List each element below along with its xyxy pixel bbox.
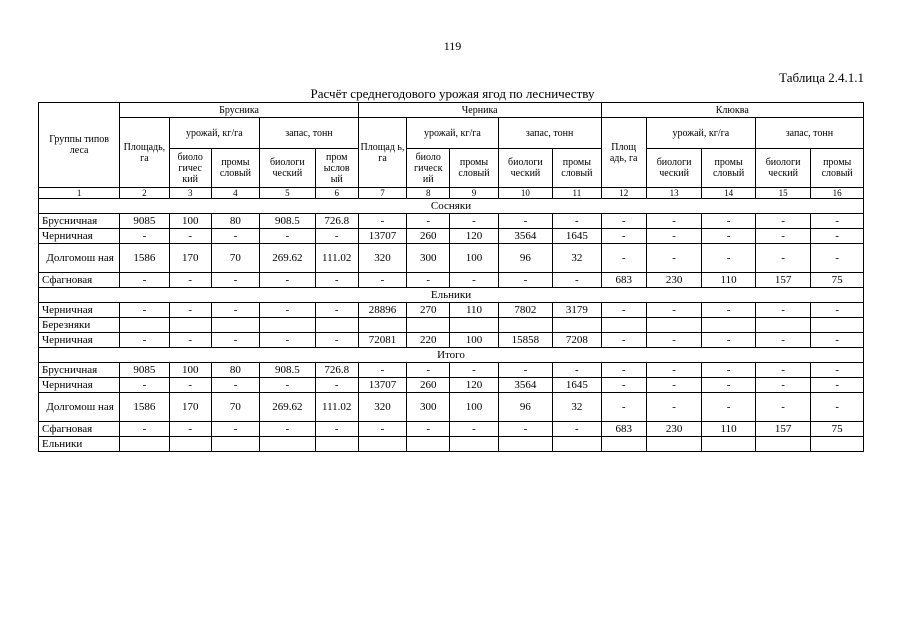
table-cell: - [811,378,864,393]
page-number: 119 [443,39,462,53]
berry-header-brusnika: Брусника [120,103,359,118]
table-cell: 15858 [498,333,553,348]
table-cell: 1586 [120,244,169,273]
table-cell: - [702,229,755,244]
table-cell [211,318,259,333]
column-number: 5 [260,188,316,199]
table-cell: 683 [601,422,646,437]
table-cell: - [407,363,450,378]
table-cell: 28896 [358,303,406,318]
table-cell: - [755,229,811,244]
table-cell: 320 [358,244,406,273]
table-cell: 9085 [120,363,169,378]
table-id: Таблица 2.4.1.1 [779,70,864,85]
column-number: 10 [498,188,553,199]
yield-bio-header: биоло гичес кий [169,149,211,188]
table-cell: - [553,422,601,437]
stock-header: запас, тонн [755,118,863,149]
table-cell: - [211,303,259,318]
table-cell: - [755,393,811,422]
table-cell: - [211,333,259,348]
row-name: Долгомош ная [39,244,120,273]
table-cell: - [498,214,553,229]
table-cell [702,318,755,333]
table-cell: - [120,273,169,288]
table-cell: 13707 [358,378,406,393]
section-row [39,288,864,303]
table-cell: 908.5 [260,363,316,378]
table-cell: - [811,214,864,229]
table-cell: - [601,333,646,348]
table-cell: - [646,244,702,273]
table-cell [169,318,211,333]
table-cell: - [120,378,169,393]
table-cell: - [260,378,316,393]
stock-bio-header: биологи ческий [260,149,316,188]
table-cell: 110 [702,422,755,437]
table-cell: - [646,214,702,229]
table-cell [407,318,450,333]
row-name: Сфагновая [39,422,120,437]
table-cell: 70 [211,393,259,422]
table-cell: 100 [450,393,498,422]
table-cell: 9085 [120,214,169,229]
table-cell: 100 [169,214,211,229]
table-cell: - [646,333,702,348]
table-cell: 80 [211,214,259,229]
table-cell [407,437,450,452]
berry-header-klyukva: Клюква [601,103,863,118]
table-cell: - [358,422,406,437]
table-cell: 75 [811,273,864,288]
table-cell: - [260,303,316,318]
table-row [39,273,864,288]
table-cell: 72081 [358,333,406,348]
table-cell: - [120,333,169,348]
table-cell: 269.62 [260,244,316,273]
table-title: Расчёт среднегодового урожая ягод по лесничеству [310,86,595,101]
column-number: 3 [169,188,211,199]
yield-header: урожай, кг/га [407,118,499,149]
table-cell: 1645 [553,229,601,244]
table-cell: 726.8 [315,214,358,229]
section-title: Сосняки [39,199,864,214]
table-cell: 230 [646,273,702,288]
table-cell: - [601,303,646,318]
row-name: Березняки [39,318,120,333]
table-cell [315,318,358,333]
table-cell: - [702,244,755,273]
table-cell [315,437,358,452]
table-cell: - [498,273,553,288]
yield-header: урожай, кг/га [169,118,259,149]
table-cell: - [646,229,702,244]
table-cell: 120 [450,229,498,244]
table-cell: - [315,229,358,244]
table-cell: 96 [498,393,553,422]
table-cell: - [811,333,864,348]
table-cell [450,437,498,452]
table-cell: 170 [169,244,211,273]
table-cell: - [702,393,755,422]
yield-bio-header: биоло гическ ий [407,149,450,188]
table-row [39,303,864,318]
table-row [39,363,864,378]
column-number: 12 [601,188,646,199]
table-cell: 270 [407,303,450,318]
table-row [39,378,864,393]
table-cell: - [755,244,811,273]
table-cell: - [169,378,211,393]
column-number: 15 [755,188,811,199]
table-row [39,214,864,229]
table-body [39,199,864,452]
table-cell: 111.02 [315,244,358,273]
table-cell [811,437,864,452]
section-title: Ельники [39,288,864,303]
table-cell: 100 [169,363,211,378]
table-cell: 220 [407,333,450,348]
table-cell: - [811,303,864,318]
section-row [39,199,864,214]
yield-com-header: промы словый [450,149,498,188]
table-cell: - [120,422,169,437]
table-cell [811,318,864,333]
table-cell: - [407,214,450,229]
table-cell: 75 [811,422,864,437]
table-cell: - [601,378,646,393]
table-cell: - [755,378,811,393]
table-cell: - [646,303,702,318]
table-cell: 110 [702,273,755,288]
row-name: Черничная [39,378,120,393]
row-name: Черничная [39,333,120,348]
table-row [39,437,864,452]
table-cell [498,318,553,333]
table-cell [260,318,316,333]
table-cell: 100 [450,244,498,273]
column-number: 14 [702,188,755,199]
table-cell: - [702,303,755,318]
table-cell: - [315,378,358,393]
table-cell [358,318,406,333]
section-title: Итого [39,348,864,363]
table-cell: 3179 [553,303,601,318]
table-cell: - [450,273,498,288]
table-cell: - [702,333,755,348]
table-cell: 300 [407,244,450,273]
table-cell: - [755,303,811,318]
table-cell: - [601,363,646,378]
column-number: 16 [811,188,864,199]
table-cell [120,318,169,333]
row-name: Долгомош ная [39,393,120,422]
table-cell: 1645 [553,378,601,393]
column-number-row [39,188,864,199]
table-cell: - [702,214,755,229]
table-cell [120,437,169,452]
column-number: 1 [39,188,120,199]
table-cell: - [260,333,316,348]
table-row [39,393,864,422]
berry-yield-table [38,102,864,452]
table-cell [646,318,702,333]
yield-header: урожай, кг/га [646,118,755,149]
group-header: Группы типов леса [39,103,120,188]
table-cell [601,437,646,452]
table-cell: 300 [407,393,450,422]
table-cell: 260 [407,378,450,393]
table-cell: - [260,422,316,437]
table-cell: - [498,422,553,437]
table-cell [169,437,211,452]
table-cell: - [315,422,358,437]
table-cell: - [755,333,811,348]
table-cell: 32 [553,244,601,273]
stock-bio-header: биологи ческий [755,149,811,188]
table-cell [498,437,553,452]
table-cell: - [450,422,498,437]
area-header: Площ адь, га [601,118,646,188]
column-number: 8 [407,188,450,199]
stock-bio-header: биологи ческий [498,149,553,188]
table-cell [601,318,646,333]
table-cell: - [646,378,702,393]
table-cell: - [260,229,316,244]
table-cell: - [260,273,316,288]
table-cell: - [450,214,498,229]
table-cell: 7802 [498,303,553,318]
table-cell: - [169,229,211,244]
table-cell [755,318,811,333]
yield-bio-header: биологи ческий [646,149,702,188]
table-cell: 7208 [553,333,601,348]
table-cell: - [211,229,259,244]
table-cell: - [811,393,864,422]
column-number: 6 [315,188,358,199]
table-cell: - [169,303,211,318]
table-cell: - [211,422,259,437]
stock-header: запас, тонн [498,118,601,149]
row-name: Брусничная [39,363,120,378]
row-name: Брусничная [39,214,120,229]
table-cell: - [211,273,259,288]
table-cell: - [358,273,406,288]
row-name: Ельники [39,437,120,452]
stock-com-header: промы словый [553,149,601,188]
table-cell: 260 [407,229,450,244]
table-cell: - [601,229,646,244]
table-cell [553,437,601,452]
table-cell: - [315,333,358,348]
column-number: 11 [553,188,601,199]
table-cell: - [315,303,358,318]
column-number: 2 [120,188,169,199]
column-number: 9 [450,188,498,199]
table-row [39,229,864,244]
table-cell: - [811,244,864,273]
table-cell: 120 [450,378,498,393]
section-row [39,348,864,363]
table-cell: - [755,214,811,229]
table-cell: 80 [211,363,259,378]
table-cell: - [553,273,601,288]
table-cell [553,318,601,333]
table-cell: - [407,273,450,288]
yield-com-header: промы словый [211,149,259,188]
table-cell: - [601,244,646,273]
row-name: Черничная [39,303,120,318]
table-cell: - [498,363,553,378]
table-cell [646,437,702,452]
table-cell: 1586 [120,393,169,422]
table-cell [755,437,811,452]
table-cell: - [450,363,498,378]
table-cell: - [553,214,601,229]
table-cell [450,318,498,333]
table-cell: - [811,229,864,244]
table-cell: - [407,422,450,437]
table-cell: 110 [450,303,498,318]
table-cell: 908.5 [260,214,316,229]
stock-com-header: пром ыслов ый [315,149,358,188]
table-cell: - [211,378,259,393]
table-cell: - [169,333,211,348]
stock-com-header: промы словый [811,149,864,188]
table-cell: - [169,273,211,288]
column-number: 4 [211,188,259,199]
table-cell: 157 [755,422,811,437]
table-cell: 230 [646,422,702,437]
table-cell: - [646,393,702,422]
stock-header: запас, тонн [260,118,359,149]
table-cell: - [358,214,406,229]
table-cell: - [601,393,646,422]
table-cell: - [811,363,864,378]
table-cell: - [646,363,702,378]
table-cell: 96 [498,244,553,273]
table-cell: 170 [169,393,211,422]
table-cell [358,437,406,452]
table-cell: - [702,378,755,393]
table-header [39,103,864,199]
table-cell: 269.62 [260,393,316,422]
table-cell: 111.02 [315,393,358,422]
table-row [39,333,864,348]
table-cell: - [553,363,601,378]
column-number: 13 [646,188,702,199]
table-row [39,422,864,437]
table-cell: 32 [553,393,601,422]
table-cell: - [315,273,358,288]
table-cell: - [755,363,811,378]
table-cell: - [120,229,169,244]
row-name: Сфагновая [39,273,120,288]
yield-com-header: промы словый [702,149,755,188]
table-cell: 683 [601,273,646,288]
table-cell: 3564 [498,378,553,393]
table-cell: 726.8 [315,363,358,378]
table-cell: - [358,363,406,378]
area-header: Площадь, га [120,118,169,188]
table-row [39,244,864,273]
table-cell [260,437,316,452]
table-row [39,318,864,333]
table-cell: 13707 [358,229,406,244]
table-cell: 100 [450,333,498,348]
column-number: 7 [358,188,406,199]
area-header: Площад ь, га [358,118,406,188]
row-name: Черничная [39,229,120,244]
table-cell: 320 [358,393,406,422]
table-cell: - [169,422,211,437]
table-cell: - [601,214,646,229]
table-cell: - [702,363,755,378]
table-cell: 70 [211,244,259,273]
table-cell: - [120,303,169,318]
table-cell [211,437,259,452]
table-cell: 3564 [498,229,553,244]
table-cell [702,437,755,452]
berry-header-chernika: Черника [358,103,601,118]
table-cell: 157 [755,273,811,288]
